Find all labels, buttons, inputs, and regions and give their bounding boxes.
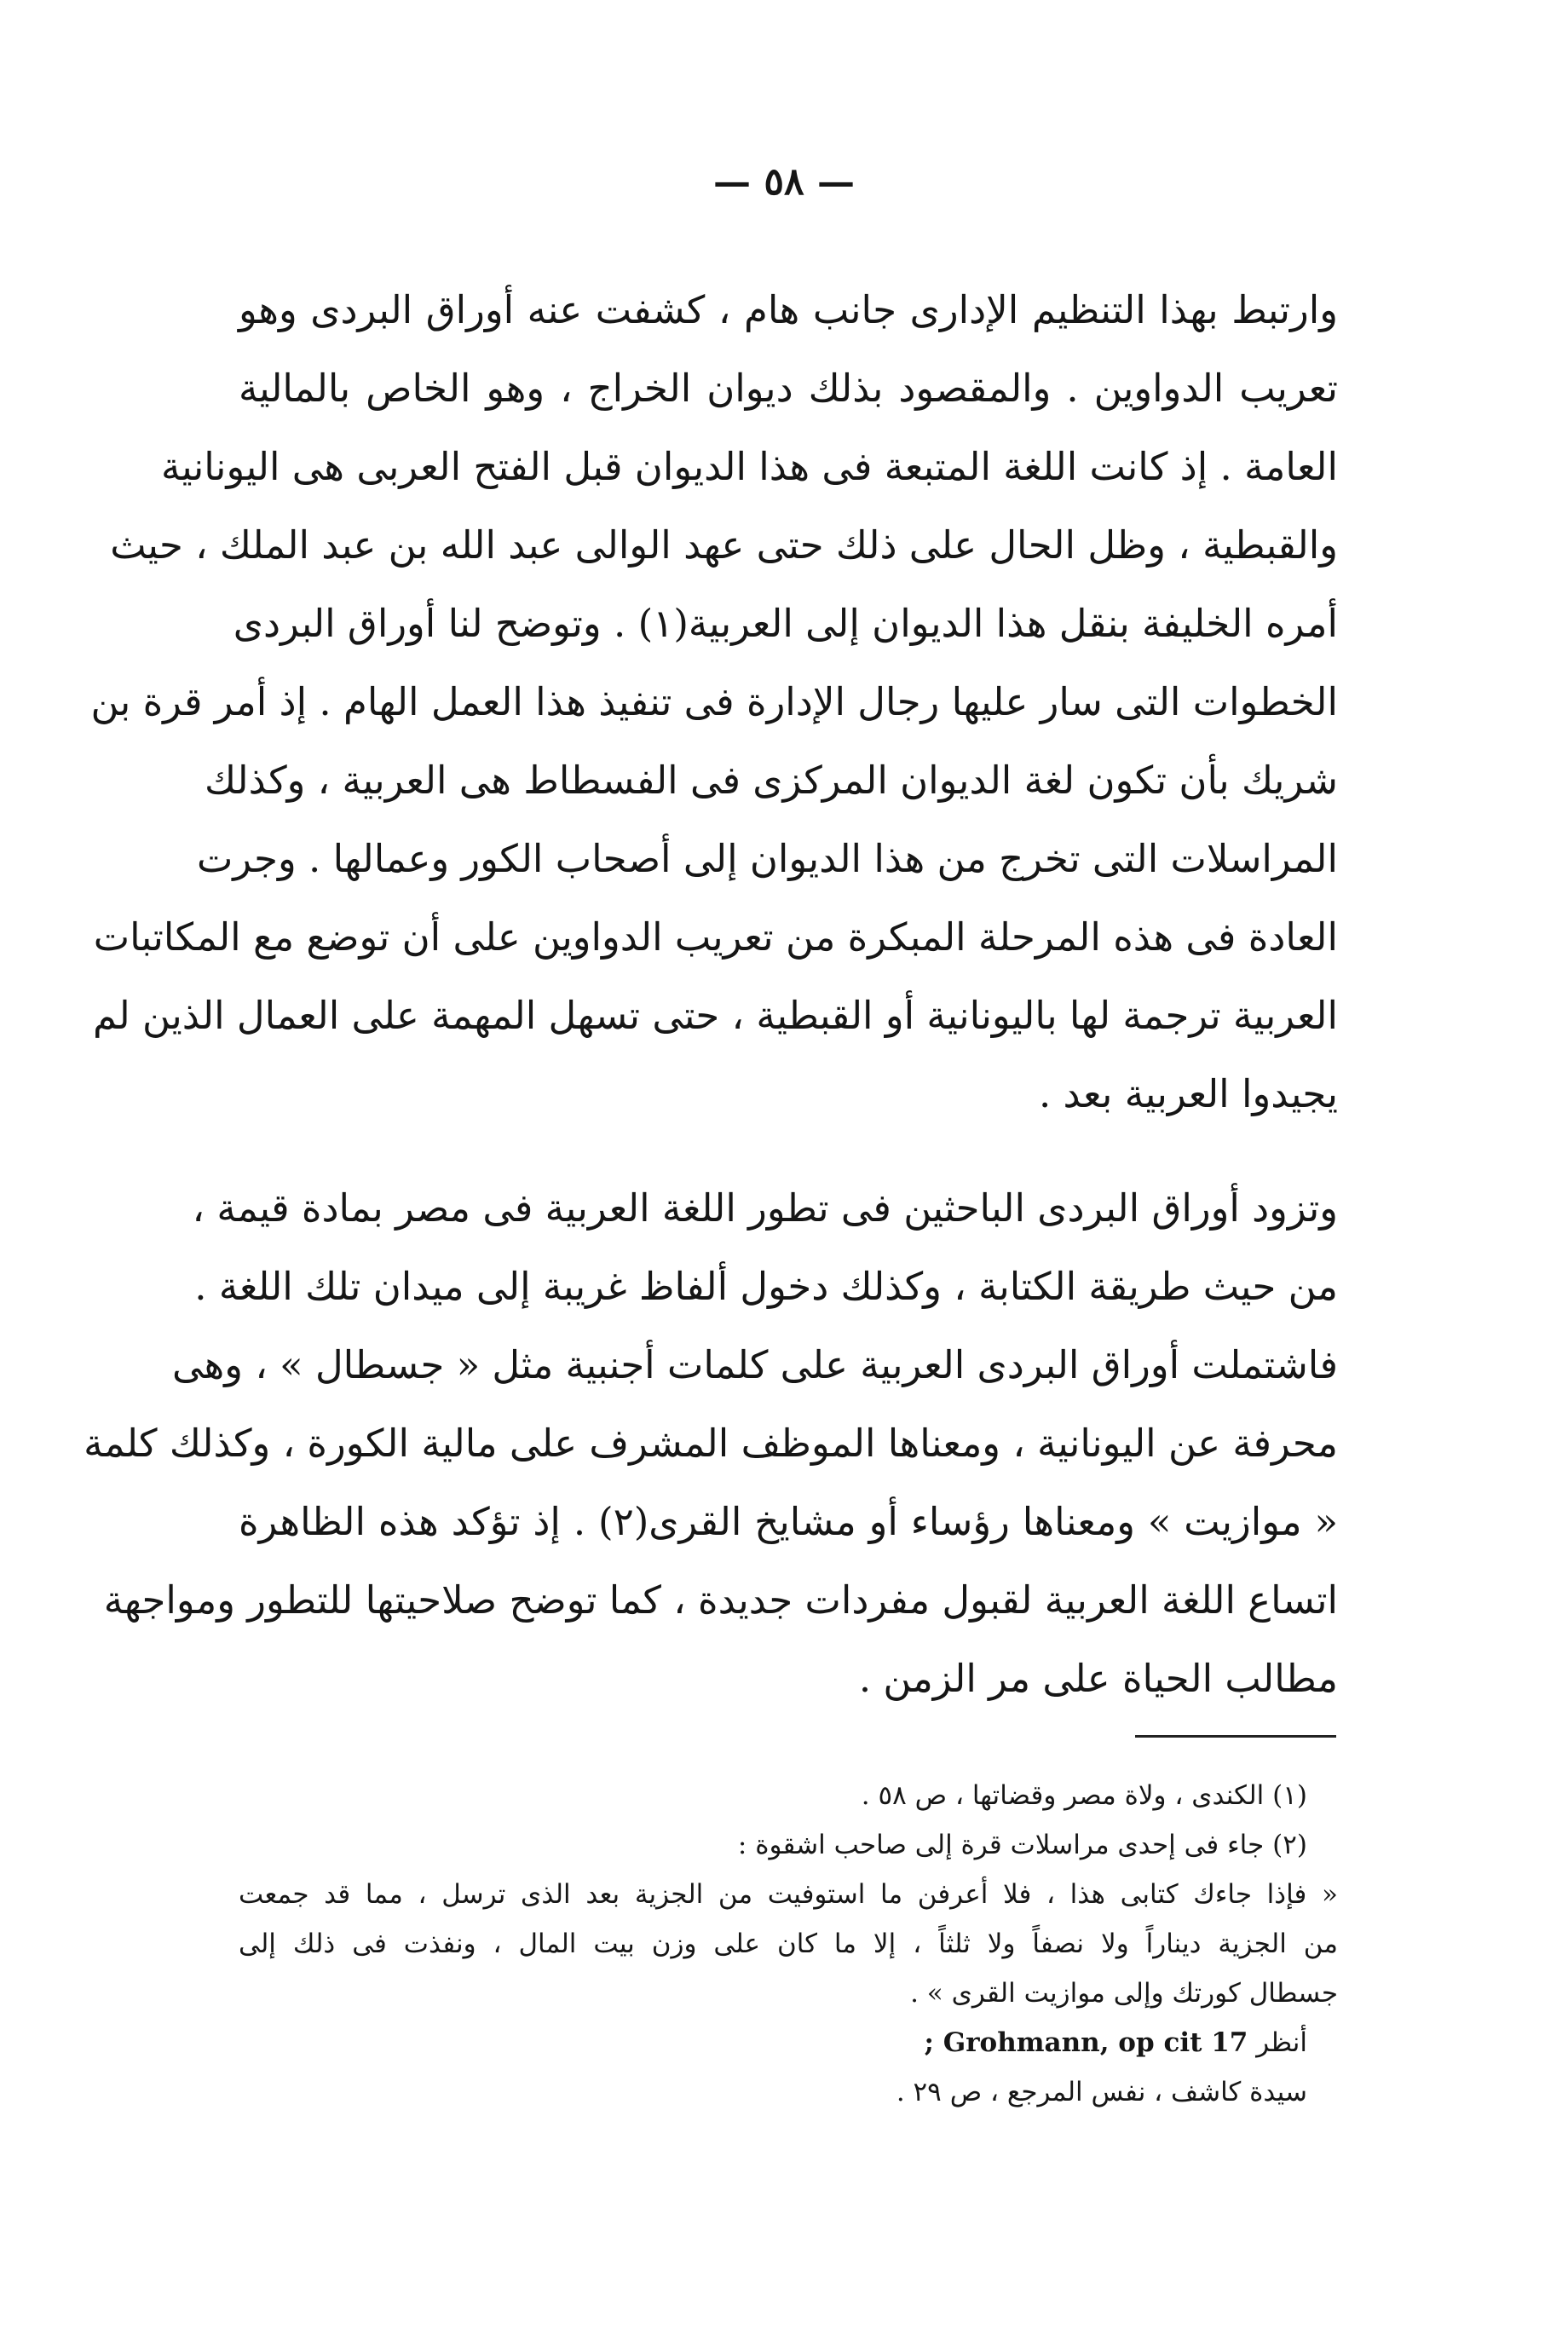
paragraph-line: يجيدوا العربية بعد .	[1038, 1071, 1338, 1116]
paragraph-line: من حيث طريقة الكتابة ، وكذلك دخول ألفاظ غريبة إلى ميدان تلك اللغة .	[194, 1264, 1338, 1309]
paragraph-line: مطالب الحياة على مر الزمن .	[858, 1656, 1338, 1701]
footnotes	[239, 1771, 1338, 2117]
paragraph-line: العربية ترجمة لها باليونانية أو القبطية ، حتى تسهل المهمة على العمال الذين لم	[93, 993, 1338, 1038]
footnote-2-reference-latin: ; Grohmann, op cit 17	[924, 2027, 1248, 2058]
footnote-2-intro: (٢) جاء فى إحدى مراسلات قرة إلى صاحب اشقوة :	[737, 1830, 1307, 1860]
footnote-2-quote-line: « فإذا جاءك كتابى هذا ، فلا أعرفن ما استوفيت من الجزية بعد الذى ترسل ، مما قد جمعت	[239, 1879, 1338, 1910]
paragraph-line: « موازيت » ومعناها رؤساء أو مشايخ القرى(٢) . إذ تؤكد هذه الظاهرة	[239, 1499, 1339, 1544]
footnote-2-reference	[239, 2018, 1338, 2067]
paragraph-papyri-administration	[90, 271, 1338, 1133]
footnote-2-quote-line: جسطال كورتك وإلى موازيت القرى » .	[910, 1978, 1338, 2009]
paragraph-line: شريك بأن تكون لغة الديوان المركزى فى الفسطاط هى العربية ، وكذلك	[204, 758, 1338, 803]
paragraph-arabic-language	[84, 1169, 1339, 1718]
paragraph-line: أمره الخليفة بنقل هذا الديوان إلى العربية(١) . وتوضح لنا أوراق البردى	[233, 601, 1338, 646]
footnote-1: (١) الكندى ، ولاة مصر وقضاتها ، ص ٥٨ .	[861, 1780, 1307, 1811]
footnote-divider	[1135, 1735, 1336, 1738]
paragraph-line: محرفة عن اليونانية ، ومعناها الموظف المشرف على مالية الكورة ، وكذلك كلمة	[84, 1421, 1338, 1466]
paragraph-line: المراسلات التى تخرج من هذا الديوان إلى أصحاب الكور وعمالها . وجرت	[196, 836, 1338, 881]
paragraph-line: اتساع اللغة العربية لقبول مفردات جديدة ، كما توضح صلاحيتها للتطور ومواجهة	[103, 1577, 1338, 1623]
paragraph-line: تعريب الدواوين . والمقصود بذلك ديوان الخراج ، وهو الخاص بالمالية	[239, 366, 1338, 411]
paragraph-line: فاشتملت أوراق البردى العربية على كلمات أجنبية مثل « جسطال » ، وهى	[172, 1342, 1338, 1387]
paragraph-line: والقبطية ، وظل الحال على ذلك حتى عهد الوالى عبد الله بن عبد الملك ، حيث	[110, 522, 1338, 568]
footnote-2-reference-2: سيدة كاشف ، نفس المرجع ، ص ٢٩ .	[896, 2077, 1307, 2107]
footnote-2-reference-arabic: أنظر	[1256, 2027, 1307, 2058]
page-number: — ٥٨ —	[713, 160, 855, 204]
paragraph-line: العادة فى هذه المرحلة المبكرة من تعريب الدواوين على أن توضع مع المكاتبات	[93, 914, 1338, 960]
footnote-2-quote-line: من الجزية ديناراً ولا نصفاً ولا ثلثاً ، إلا ما كان على وزن بيت المال ، ونفذت فى ذلك إلى	[239, 1929, 1338, 1959]
paragraph-line: الخطوات التى سار عليها رجال الإدارة فى تنفيذ هذا العمل الهام . إذ أمر قرة بن	[90, 679, 1338, 724]
paragraph-line: العامة . إذ كانت اللغة المتبعة فى هذا الديوان قبل الفتح العربى هى اليونانية	[160, 444, 1338, 489]
paragraph-line: وتزود أوراق البردى الباحثين فى تطور اللغة العربية فى مصر بمادة قيمة ،	[192, 1185, 1338, 1231]
paragraph-line: وارتبط بهذا التنظيم الإدارى جانب هام ، كشفت عنه أوراق البردى وهو	[239, 287, 1338, 332]
